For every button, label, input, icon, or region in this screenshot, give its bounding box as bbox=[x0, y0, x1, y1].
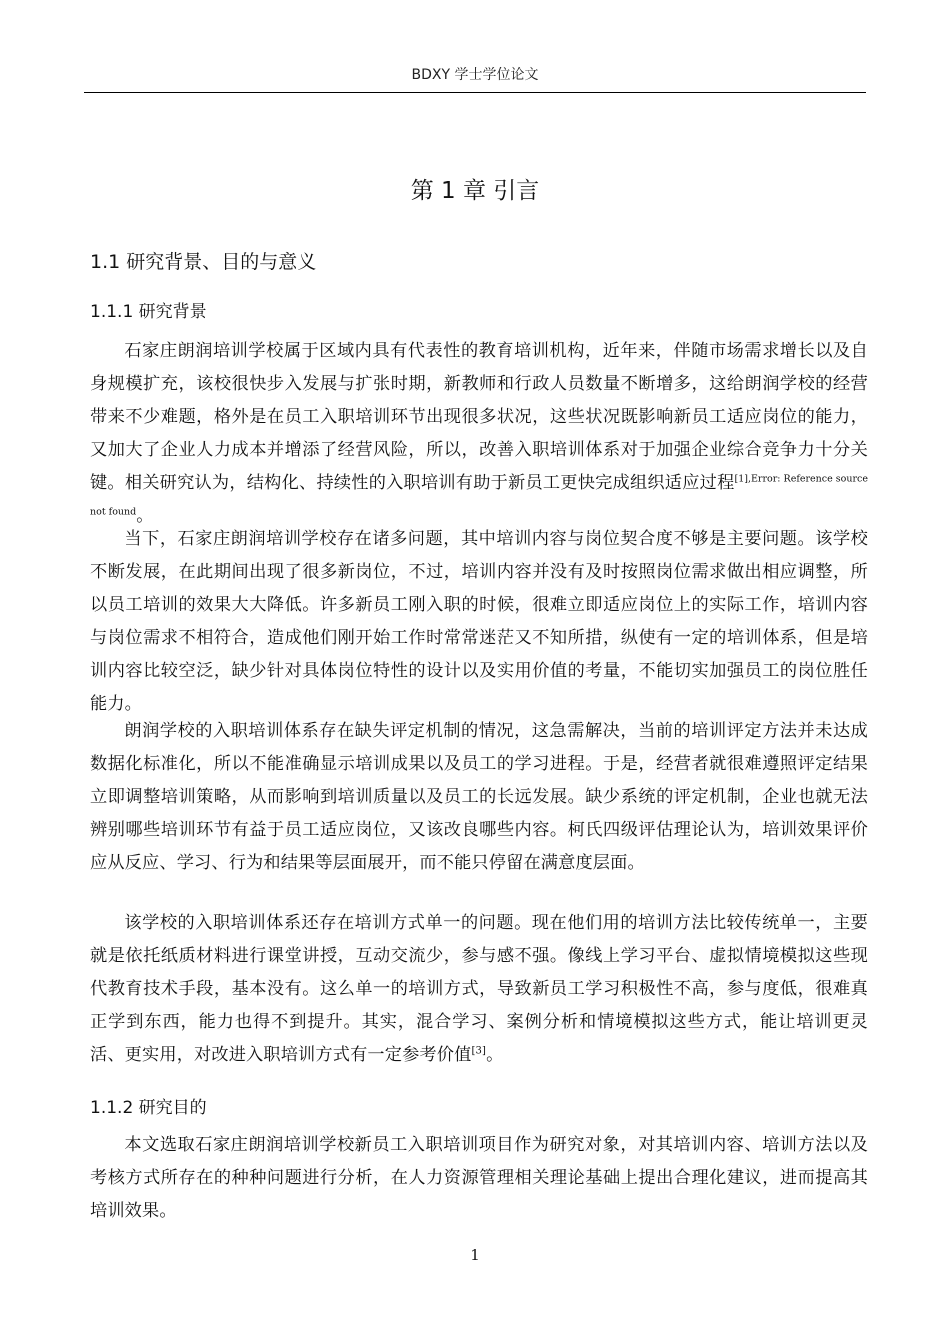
citation-marker: [3] bbox=[471, 1045, 487, 1057]
paragraph-text: 该学校的入职培训体系还存在培训方式单一的问题。现在他们用的培训方法比较传统单一，主要就是依托纸质材料进行课堂讲授，互动交流少，参与感不强。像线上学习平台、虚拟情境模拟这些现代教育技术手段，基本没有。这么单一的培训方式，导致新员工学习积极性不高，参与度低，很难真正学到东西，能力也得不到提升。其实，混合学习、案例分析和情境模拟这些方式，能让培训更灵活、更实用，对改进入职培训方式有一定参考价值 bbox=[90, 913, 868, 1065]
section-heading-1-1: 1.1 研究背景、目的与意义 bbox=[90, 251, 317, 273]
page-number: 1 bbox=[470, 1246, 480, 1264]
paragraph-end: 。 bbox=[486, 1045, 504, 1065]
citation-marker: [1],Error: Reference source not found bbox=[90, 473, 868, 518]
paragraph-end: 。 bbox=[136, 506, 154, 526]
paragraph-background-3: 朗润学校的入职培训体系存在缺失评定机制的情况，这急需解决，当前的培训评定方法并未达成数据化标准化，所以不能准确显示培训成果以及员工的学习进程。于是，经营者就很难遵照评定结果立即调整培训策略，从而影响到培训质量以及员工的长远发展。缺少系统的评定机制，企业也就无法辨别哪些培训环节有益于员工适应岗位，又该改良哪些内容。柯氏四级评估理论认为，培训效果评价应从反应、学习、行为和结果等层面展开，而不能只停留在满意度层面。 bbox=[90, 721, 868, 873]
subsection-heading-1-1-1: 1.1.1 研究背景 bbox=[90, 302, 207, 322]
subsection-heading-1-1-2: 1.1.2 研究目的 bbox=[90, 1098, 207, 1118]
paragraph-background-1 bbox=[90, 335, 868, 533]
chapter-title: 第 1 章 引言 bbox=[410, 178, 540, 204]
running-header: BDXY 学士学位论文 bbox=[411, 67, 539, 83]
paragraph-text: 石家庄朗润培训学校属于区域内具有代表性的教育培训机构，近年来，伴随市场需求增长以及自身规模扩充，该校很快步入发展与扩张时期，新教师和行政人员数量不断增多，这给朗润学校的经营带来不少难题，格外是在员工入职培训环节出现很多状况，这些状况既影响新员工适应岗位的能力，又加大了企业人力成本并增添了经营风险，所以，改善入职培训体系对于加强企业综合竞争力十分关键。相关研究认为，结构化、持续性的入职培训有助于新员工更快完成组织适应过程 bbox=[90, 341, 868, 493]
header-rule bbox=[84, 92, 866, 93]
paragraph-purpose: 本文选取石家庄朗润培训学校新员工入职培训项目作为研究对象，对其培训内容、培训方法以及考核方式所存在的种种问题进行分析，在人力资源管理相关理论基础上提出合理化建议，进而提高其培训效果。 bbox=[90, 1135, 868, 1221]
paragraph-background-2: 当下，石家庄朗润培训学校存在诸多问题，其中培训内容与岗位契合度不够是主要问题。该学校不断发展，在此期间出现了很多新岗位，不过，培训内容并没有及时按照岗位需求做出相应调整，所以员工培训的效果大大降低。许多新员工刚入职的时候，很难立即适应岗位上的实际工作，培训内容与岗位需求不相符合，造成他们刚开始工作时常常迷茫又不知所措，纵使有一定的培训体系，但是培训内容比较空泛，缺少针对具体岗位特性的设计以及实用价值的考量，不能切实加强员工的岗位胜任能力。 bbox=[90, 529, 868, 714]
paragraph-background-4 bbox=[90, 907, 868, 1072]
